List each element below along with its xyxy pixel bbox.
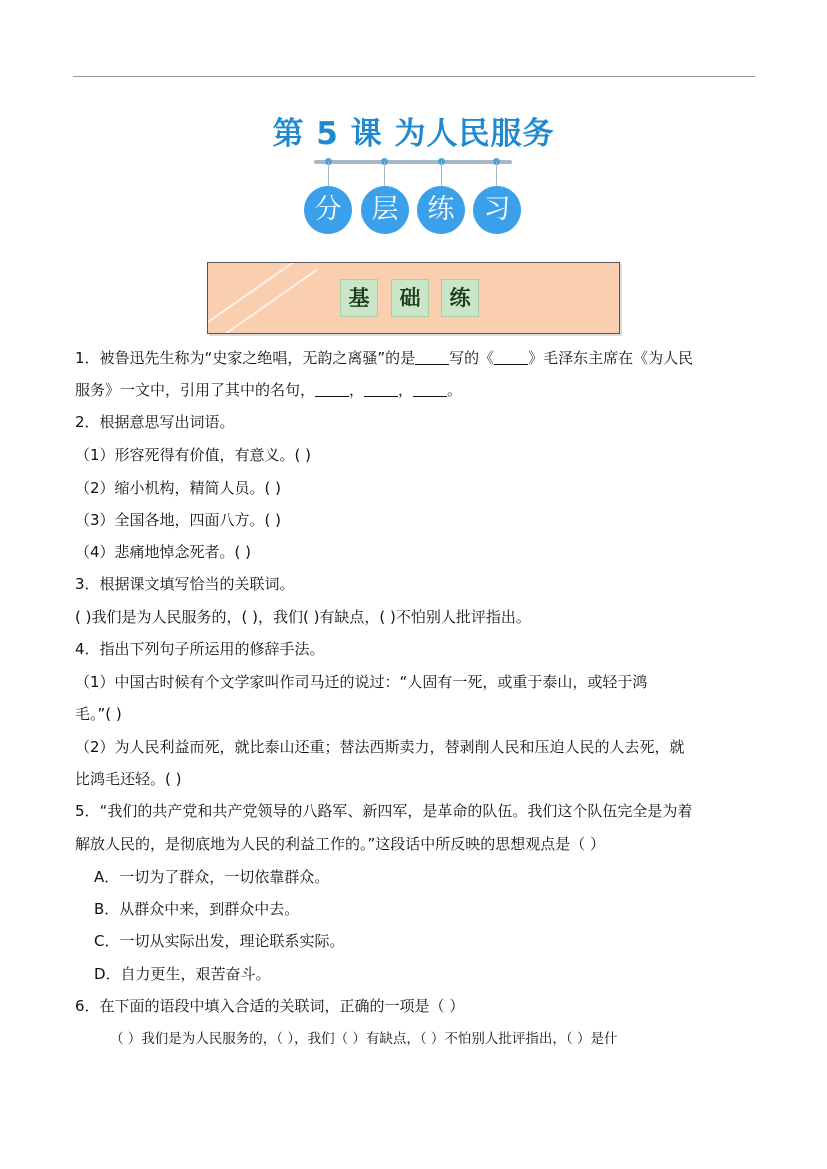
question-4: 4．指出下列句子所运用的修辞手法。 — [75, 640, 325, 658]
subtitle-circle-1: 分 — [304, 186, 352, 234]
question-2-item-3: （3）全国各地，四面八方。( ) — [75, 511, 282, 529]
q1-comma: ， — [349, 381, 365, 399]
answer-blank[interactable] — [315, 380, 349, 397]
question-3-line: ( )我们是为人民服务的，( )，我们( )有缺点，( )不怕别人批评指出。 — [75, 608, 531, 626]
section-badge-1: 基 — [340, 279, 378, 317]
question-5-option-c[interactable]: C．一切从实际出发，理论联系实际。 — [94, 932, 345, 950]
answer-blank[interactable] — [494, 348, 528, 365]
subtitle-circle-2: 层 — [361, 186, 409, 234]
answer-blank[interactable] — [415, 348, 449, 365]
question-4-item-1b: 毛。”( ) — [75, 705, 122, 723]
subtitle-circle-4: 习 — [473, 186, 521, 234]
section-banner — [207, 262, 620, 334]
header-rule — [73, 76, 755, 77]
bar-stem — [328, 162, 329, 186]
question-6: 6．在下面的语段中填入合适的关联词，正确的一项是（ ） — [75, 997, 465, 1015]
question-2-item-1: （1）形容死得有价值，有意义。( ) — [75, 446, 312, 464]
section-badge-3: 练 — [441, 279, 479, 317]
q1-comma: ， — [398, 381, 414, 399]
question-5-line-2: 解放人民的，是彻底地为人民的利益工作的。”这段话中所反映的思想观点是（ ） — [75, 835, 606, 853]
question-5-option-d[interactable]: D．自力更生，艰苦奋斗。 — [94, 965, 271, 983]
q1-text-d: 服务》一文中，引用了其中的名句， — [75, 381, 316, 399]
banner-streak — [207, 262, 298, 329]
title-underline-bar — [314, 160, 512, 164]
q1-text-a: 1．被鲁迅先生称为“史家之绝唱，无韵之离骚”的是 — [75, 349, 416, 367]
question-3: 3．根据课文填写恰当的关联词。 — [75, 575, 295, 593]
answer-blank[interactable] — [413, 380, 447, 397]
answer-blank[interactable] — [364, 380, 398, 397]
question-4-item-2b: 比鸿毛还轻。( ) — [75, 770, 182, 788]
q1-text-c: 》毛泽东主席在《为人民 — [528, 349, 694, 367]
question-4-item-1a: （1）中国古时候有个文学家叫作司马迁的说过：“人固有一死，或重于泰山，或轻于鸿 — [75, 673, 648, 691]
lesson-title: 第 5 课 为人民服务 — [272, 116, 555, 152]
section-badge-2: 础 — [391, 279, 429, 317]
q1-end: 。 — [447, 381, 463, 399]
question-6-passage: （ ）我们是为人民服务的，（ ），我们（ ）有缺点，（ ）不怕别人批评指出，（ ）是什 — [110, 1031, 618, 1047]
question-4-item-2a: （2）为人民利益而死，就比泰山还重；替法西斯卖力，替剥削人民和压迫人民的人去死，就 — [75, 738, 685, 756]
q1-text-b: 写的《 — [449, 349, 495, 367]
question-1-line-1 — [75, 347, 693, 369]
question-1-line-2 — [75, 379, 462, 401]
bar-stem — [441, 162, 442, 186]
question-5-option-b[interactable]: B．从群众中来，到群众中去。 — [94, 900, 300, 918]
question-2-item-4: （4）悲痛地悼念死者。( ) — [75, 543, 252, 561]
question-5-option-a[interactable]: A．一切为了群众，一切依靠群众。 — [94, 868, 330, 886]
bar-stem — [496, 162, 497, 186]
subtitle-circle-3: 练 — [417, 186, 465, 234]
question-5-line-1: 5．“我们的共产党和共产党领导的八路军、新四军，是革命的队伍。我们这个队伍完全是为着 — [75, 802, 693, 820]
question-2-item-2: （2）缩小机构，精简人员。( ) — [75, 479, 282, 497]
bar-stem — [384, 162, 385, 186]
question-2: 2．根据意思写出词语。 — [75, 413, 235, 431]
